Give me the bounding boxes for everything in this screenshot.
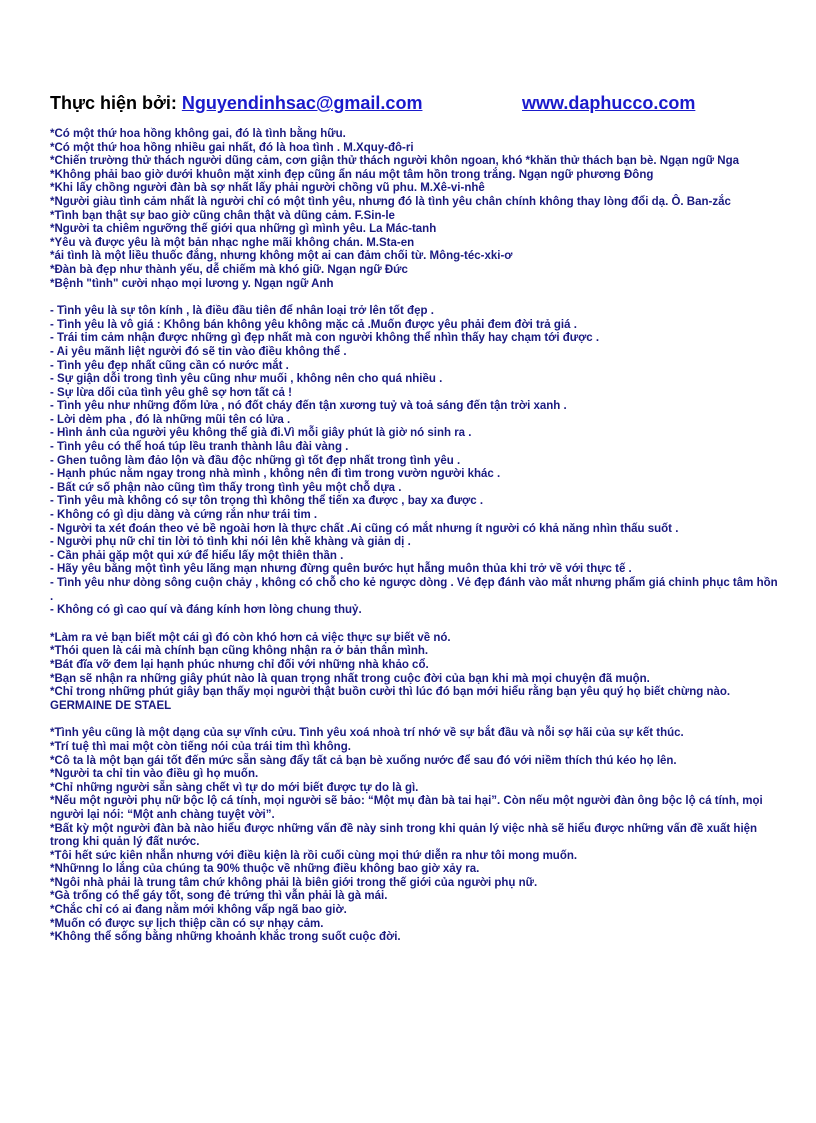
- quote-line: *Trí tuệ thì mai một còn tiếng nói của trái tim thì không.: [50, 740, 351, 753]
- quotes-content: [50, 128, 780, 945]
- quote-line: - Tình yêu như những đốm lửa , nó đốt cháy đến tận xương tuỷ và toả sáng đến tận trời xanh .: [50, 400, 567, 413]
- quote-line: - Người phụ nữ chỉ tin lời tỏ tình khi nói lên khẽ khàng và giản dị .: [50, 536, 411, 549]
- quote-line: - Tình yêu là vô giá : Không bán không yêu không mặc cả .Muốn được yêu phải đem đời trả giá .: [50, 318, 577, 331]
- quote-line: *Thói quen là cái mà chính bạn cũng không nhận ra ở bản thân mình.: [50, 645, 429, 658]
- quote-line: - Tình yêu có thể hoá túp lều tranh thành lâu đài vàng .: [50, 441, 349, 454]
- email-link[interactable]: Nguyendinhsac@gmail.com: [181, 93, 423, 113]
- quote-line: *Không phải bao giờ dưới khuôn mặt xinh đẹp cũng ẩn náu một tâm hồn trong trắng. Ngạn ngữ phương Đông: [50, 168, 654, 181]
- quote-line: *Chỉ những người sẵn sàng chết vì tự do mới biết được tự do là gì.: [50, 781, 419, 794]
- quote-line: *Chắc chỉ có ai đang nằm mới không vấp ngã bao giờ.: [50, 904, 347, 917]
- quote-section: [50, 128, 780, 291]
- website-link[interactable]: www.daphucco.com: [522, 93, 696, 113]
- section-gap: [50, 618, 780, 632]
- quote-line: *Ngôi nhà phải là trung tâm chứ không phải là biên giới trong thế giới của người phụ nữ.: [50, 876, 538, 889]
- page-header: [50, 93, 770, 121]
- quote-line: *ái tình là một liều thuốc đắng, nhưng không một ai can đảm chối từ. Mông-téc-xki-ơ: [50, 250, 513, 263]
- quote-line: - Hãy yêu bằng một tình yêu lãng mạn nhưng đừng quên bước hụt hẫng muôn thủa khi trở về với thực tế .: [50, 563, 632, 576]
- quote-line: - Không có gì cao quí và đáng kính hơn lòng chung thuỷ.: [50, 604, 362, 617]
- quote-line: *Chiến trường thử thách người dũng cảm, cơn giận thử thách người khôn ngoan, khó *khăn thử thách bạn bè. Ngạn ngữ Nga: [50, 155, 740, 168]
- quote-line: *Bệnh "tình" cười nhạo mọi lương y. Ngạn ngữ Anh: [50, 277, 334, 290]
- header-credit: [50, 93, 422, 114]
- quote-line: - Người ta xét đoán theo vẻ bề ngoài hơn là thực chất .Ai cũng có mắt nhưng ít người có khả năng nhìn thấu suốt .: [50, 522, 679, 535]
- quote-line: - Ghen tuông làm đảo lộn và đầu độc những gì tốt đẹp nhất trong tình yêu .: [50, 454, 461, 467]
- quote-section: [50, 305, 780, 618]
- quote-line: *Nhữnng lo lắng của chúng ta 90% thuộc về những điều không bao giờ xảy ra.: [50, 863, 480, 876]
- quote-line: *Muốn có được sự lịch thiệp cần có sự nhạy cảm.: [50, 917, 324, 930]
- quote-line: *Tình yêu cũng là một dạng của sự vĩnh cửu. Tình yêu xoá nhoà trí nhớ về sự bắt đầu và nỗi sợ hãi của sự kết thúc.: [50, 727, 684, 740]
- quote-line: *Khi lấy chồng người đàn bà sợ nhất lấy phải người chồng vũ phu. M.Xê-vi-nhê: [50, 182, 485, 195]
- quote-line: *Bát đĩa vỡ đem lại hạnh phúc nhưng chỉ đối với những nhà khảo cổ.: [50, 658, 429, 671]
- quote-line: - Lời dèm pha , đó là những mũi tên có lửa .: [50, 413, 291, 426]
- quote-line: - Hạnh phúc nằm ngay trong nhà mình , không nên đi tìm trong vườn người khác .: [50, 468, 501, 481]
- quote-line: *Nếu một người phụ nữ bộc lộ cá tính, mọi người sẽ bảo: “Một mụ đàn bà tai hại”. Còn nếu một người đàn ông bộc lộ cá tính, mọi người lại nói: “Một anh chàng tuyệt vời”.: [50, 795, 763, 821]
- quote-line: - Hình ảnh của người yêu không thể già đi.Vì mỗi giây phút là giờ nó sinh ra .: [50, 427, 472, 440]
- quote-line: *Bất kỳ một người đàn bà nào hiểu được những vấn đề này sinh trong khi quản lý việc nhà sẽ hiểu được những vấn đề xuất hiện trong khi quản lý đất nước.: [50, 822, 758, 849]
- quote-section: [50, 632, 780, 714]
- website-link-wrap: [522, 93, 695, 114]
- quote-line: - Tình yêu đẹp nhất cũng cần có nước mắt .: [50, 359, 289, 372]
- quote-line: *Người giàu tình cảm nhất là người chỉ có một tình yêu, nhưng đó là tình yêu chân chính không thay lòng đổi dạ. Ô. Ban-zắc: [50, 195, 731, 208]
- quote-line: - Cần phải gặp một qui xứ để hiểu lấy một thiên thần .: [50, 549, 344, 562]
- quote-line: *Người ta chiêm ngưỡng thế giới qua những gì mình yêu. La Mác-tanh: [50, 223, 437, 236]
- section-gap: [50, 291, 780, 305]
- quote-line: *Có một thứ hoa hồng không gai, đó là tình bằng hữu.: [50, 128, 346, 140]
- quote-line: *Làm ra vẻ bạn biết một cái gì đó còn khó hơn cả việc thực sự biết về nó.: [50, 631, 451, 644]
- quote-line: *Tôi hết sức kiên nhẫn nhưng với điều kiện là rồi cuối cùng mọi thứ diễn ra như tôi mong muốn.: [50, 849, 578, 862]
- quote-line: - Trái tim cảm nhận được những gì đẹp nhất mà con người không thể nhìn thấy hay chạm tới được .: [50, 332, 600, 345]
- quote-line: *Bạn sẽ nhận ra những giây phút nào là quan trọng nhất trong cuộc đời của bạn khi mà mọi chuyện đã muộn.: [50, 672, 650, 685]
- header-prefix: Thực hiện bởi:: [50, 93, 177, 113]
- quote-line: *Không thể sống bằng những khoảnh khắc trong suốt cuộc đời.: [50, 931, 401, 944]
- quote-line: - Tình yêu mà không có sự tôn trọng thì không thể tiến xa được , bay xa được .: [50, 495, 484, 508]
- quote-line: *Tình bạn thật sự bao giờ cũng chân thật và dũng cảm. F.Sin-le: [50, 209, 395, 222]
- quote-line: - Sự giận dỗi trong tình yêu cũng như muối , không nên cho quá nhiều .: [50, 373, 443, 386]
- quote-line: *Đàn bà đẹp như thành yếu, dễ chiếm mà khó giữ. Ngạn ngữ Đức: [50, 263, 408, 276]
- quote-line: - Bất cứ số phận nào cũng tìm thấy trong tình yêu một chỗ dựa .: [50, 481, 402, 494]
- quote-line: - Ai yêu mãnh liệt người đó sẽ tin vào điều không thể .: [50, 345, 347, 358]
- quote-line: - Sự lừa dối của tình yêu ghê sợ hơn tất cả !: [50, 386, 292, 399]
- section-gap: [50, 713, 780, 727]
- quote-line: - Tình yêu như dòng sông cuộn chảy , không có chỗ cho kẻ ngược dòng . Vẻ đẹp đánh vào mắt nhưng phẩm giá chinh phục tâm hồn .: [50, 577, 778, 603]
- quote-line: - Không có gì dịu dàng và cứng rắn như trái tim .: [50, 509, 318, 522]
- quote-line: *Cô ta là một bạn gái tốt đến mức sẵn sàng đẩy tất cả bạn bè xuống nước để sau đó với niềm thích thú kéo họ lên.: [50, 754, 677, 767]
- quote-line: *Người ta chỉ tin vào điều gì họ muốn.: [50, 768, 259, 781]
- quote-line: *Yêu và được yêu là một bản nhạc nghe mãi không chán. M.Sta-en: [50, 236, 415, 249]
- quote-line: *Gà trống có thể gáy tốt, song đẻ trứng thì vẫn phải là gà mái.: [50, 890, 388, 903]
- quote-line: *Có một thứ hoa hồng nhiều gai nhất, đó là hoa tình . M.Xquy-đô-ri: [50, 141, 414, 154]
- quote-line: *Chỉ trong những phút giây bạn thấy mọi người thật buồn cười thì lúc đó bạn mới hiểu rằng bạn yêu quý họ biết chừng nào. GERMAINE DE STAEL: [50, 686, 731, 712]
- quote-section: [50, 727, 780, 945]
- quote-line: - Tình yêu là sự tôn kính , là điều đầu tiên để nhân loại trở lên tốt đẹp .: [50, 305, 434, 318]
